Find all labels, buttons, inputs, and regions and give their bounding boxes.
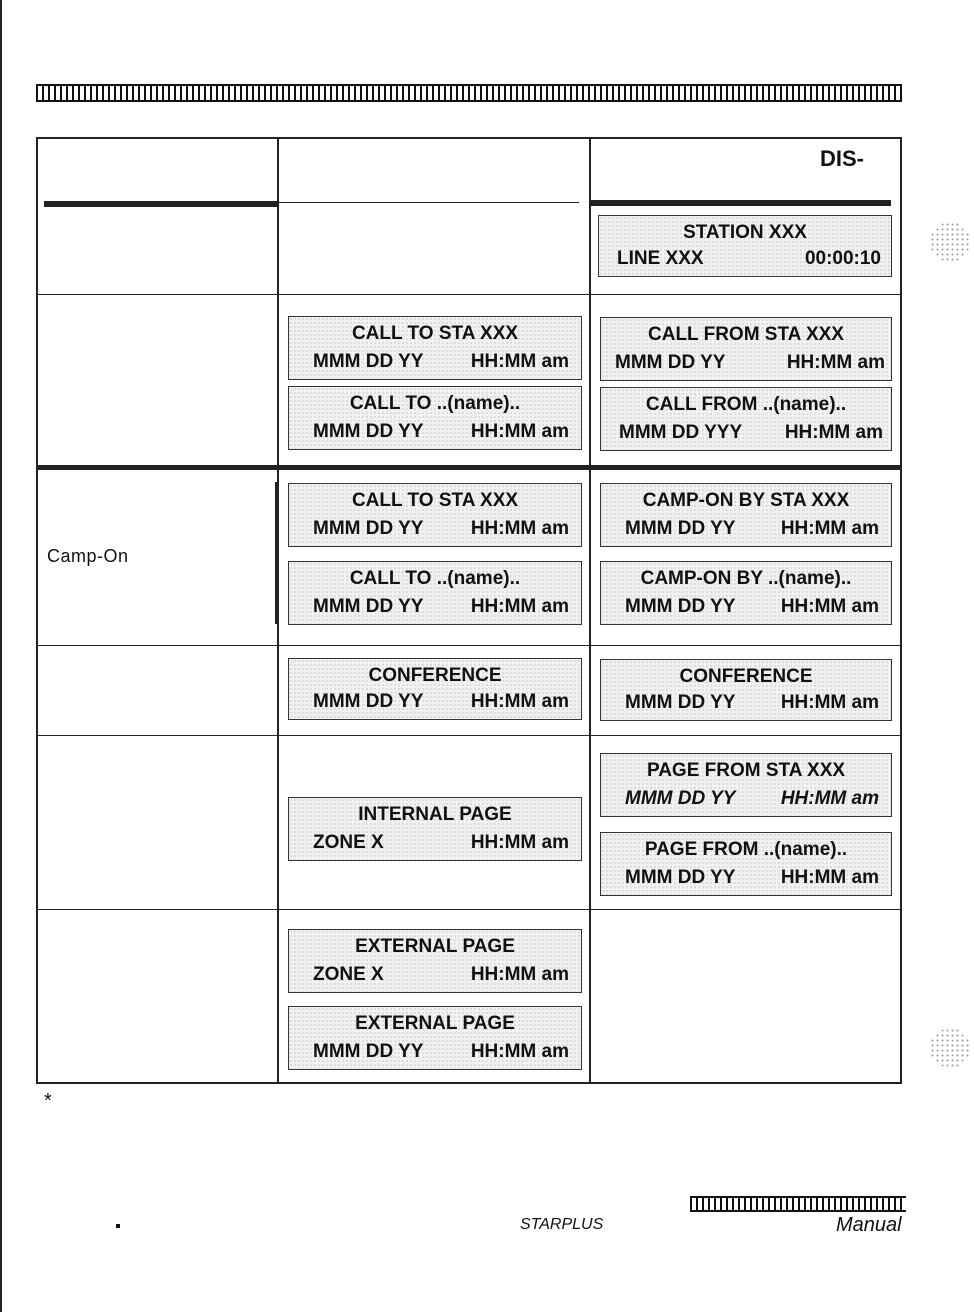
- lcd-display-camp-call-to-name: [288, 561, 582, 625]
- lcd-display-call-to-station: [288, 316, 582, 380]
- lcd-line-2-right: HH:MM am: [470, 1041, 569, 1062]
- lcd-line-1: PAGE FROM STA XXX: [646, 760, 846, 781]
- lcd-line-2-left: MMM DD YY: [625, 596, 736, 617]
- table-top-border: [36, 137, 902, 139]
- lcd-line-2-right: HH:MM am: [470, 351, 569, 372]
- lcd-line-2-right: HH:MM am: [470, 421, 569, 442]
- lcd-line-1: CALL FROM STA XXX: [648, 324, 844, 345]
- lcd-line-2-right: HH:MM am: [470, 596, 569, 617]
- lcd-display-camp-on-by-name: [600, 561, 892, 625]
- header-underline-col1: [44, 201, 277, 207]
- column-divider-2: [589, 137, 591, 1084]
- lcd-display-page-from-station: [600, 753, 892, 817]
- lcd-line-1: CALL FROM ..(name)..: [645, 394, 847, 415]
- lcd-line-2-right: HH:MM am: [470, 518, 569, 539]
- row-separator-3: [36, 645, 902, 646]
- lcd-line-2-left: MMM DD YY: [625, 692, 736, 713]
- lcd-line-2-left: ZONE X: [313, 832, 384, 853]
- lcd-display-camp-on-by-station: [600, 483, 892, 547]
- lcd-line-1: CALL TO STA XXX: [351, 323, 519, 344]
- lcd-line-2-left: MMM DD YY: [313, 1041, 424, 1062]
- lcd-line-2-left: MMM DD YY: [313, 351, 424, 372]
- scan-speckle-artifact: [930, 1028, 970, 1068]
- lcd-display-page-from-name: [600, 832, 892, 896]
- lcd-line-1: CONFERENCE: [368, 665, 502, 686]
- row-separator-5: [36, 909, 902, 910]
- lcd-display-camp-call-to-station: [288, 483, 582, 547]
- lcd-line-2-right: HH:MM am: [470, 964, 569, 985]
- lcd-line-2-right: HH:MM am: [470, 832, 569, 853]
- lcd-line-2-right: 00:00:10: [804, 248, 881, 269]
- lcd-line-2-left: LINE XXX: [617, 248, 704, 269]
- row-separator-2: [36, 465, 902, 470]
- lcd-line-2-left: MMM DD YY: [313, 518, 424, 539]
- footer-bullet: [116, 1224, 120, 1228]
- lcd-line-2-right: HH:MM am: [786, 352, 885, 373]
- lcd-line-1: CALL TO ..(name)..: [349, 568, 521, 589]
- lcd-line-2-right: HH:MM am: [780, 596, 879, 617]
- lcd-line-1: EXTERNAL PAGE: [355, 1013, 515, 1034]
- header-underline-col2: [279, 202, 579, 203]
- table-left-border: [36, 137, 38, 1084]
- lcd-line-2-right: HH:MM am: [780, 518, 879, 539]
- footer-manual-label: Manual: [836, 1214, 902, 1236]
- lcd-line-2-left: MMM DD YY: [625, 788, 736, 809]
- lcd-line-1: CALL TO STA XXX: [351, 490, 519, 511]
- lcd-display-external-page-date: [288, 1006, 582, 1070]
- lcd-line-2-right: HH:MM am: [780, 692, 879, 713]
- row-separator-1: [36, 294, 902, 295]
- lcd-line-2-right: HH:MM am: [780, 788, 879, 809]
- lcd-line-2-right: HH:MM am: [470, 691, 569, 712]
- lcd-line-1: PAGE FROM ..(name)..: [644, 839, 848, 860]
- lcd-display-call-to-name: [288, 386, 582, 450]
- lcd-line-2-left: MMM DD YY: [313, 691, 424, 712]
- lcd-line-1: EXTERNAL PAGE: [355, 936, 515, 957]
- greek-key-border-footer: [690, 1196, 906, 1212]
- lcd-line-2-left: MMM DD YYY: [619, 422, 743, 443]
- lcd-line-2-left: MMM DD YY: [313, 421, 424, 442]
- lcd-line-1: CALL TO ..(name)..: [349, 393, 521, 414]
- lcd-line-2-left: MMM DD YY: [615, 352, 726, 373]
- lcd-line-1: STATION XXX: [683, 222, 807, 243]
- lcd-display-station-line: [598, 215, 892, 277]
- header-underline-col3: [589, 200, 891, 206]
- lcd-line-2-right: HH:MM am: [784, 422, 883, 443]
- lcd-line-2-left: ZONE X: [313, 964, 384, 985]
- scan-speckle-artifact: [930, 222, 970, 262]
- lcd-display-conference-dialing: [288, 658, 582, 720]
- lcd-line-1: CAMP-ON BY STA XXX: [642, 490, 850, 511]
- column-divider-1: [277, 137, 279, 1084]
- page-left-edge: [0, 0, 2, 1312]
- lcd-line-2-right: HH:MM am: [780, 867, 879, 888]
- lcd-line-1: INTERNAL PAGE: [358, 804, 512, 825]
- lcd-display-call-from-name: [600, 387, 892, 451]
- lcd-line-2-left: MMM DD YY: [625, 518, 736, 539]
- table-bottom-border: [36, 1082, 902, 1084]
- lcd-display-conference-receiving: [600, 659, 892, 721]
- lcd-line-2-left: MMM DD YY: [313, 596, 424, 617]
- lcd-display-external-page-zone: [288, 929, 582, 993]
- row-label-camp-on: Camp-On: [47, 546, 129, 566]
- lcd-line-2-left: MMM DD YY: [625, 867, 736, 888]
- bracket-line-camp-on: [275, 482, 277, 624]
- row-separator-4: [36, 735, 902, 736]
- table-right-border: [900, 137, 902, 1084]
- lcd-display-call-from-station: [600, 317, 892, 381]
- lcd-line-1: CAMP-ON BY ..(name)..: [640, 568, 852, 589]
- column-header-display: DIS-: [820, 146, 864, 171]
- footnote-asterisk: *: [44, 1090, 52, 1112]
- lcd-line-1: CONFERENCE: [679, 666, 813, 687]
- lcd-display-internal-page: [288, 797, 582, 861]
- greek-key-border-top: [36, 84, 902, 102]
- footer-product-title: STARPLUS: [520, 1216, 604, 1233]
